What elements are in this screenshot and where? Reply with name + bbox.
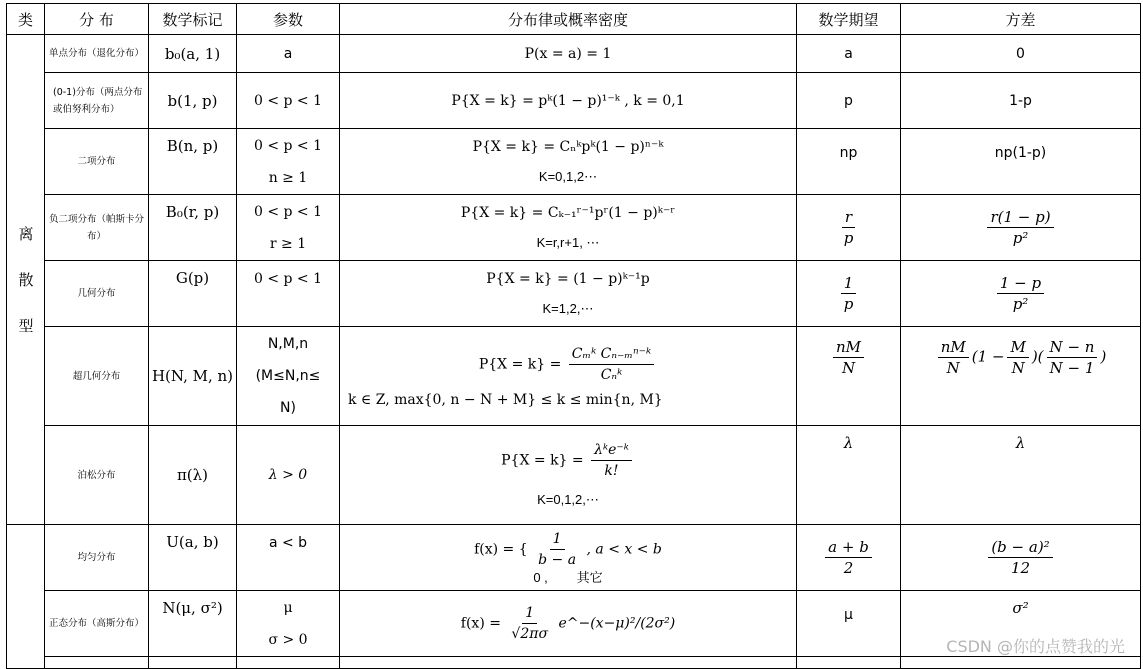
pmf-formula: P{X = k} = Cₖ₋₁ʳ⁻¹pʳ(1 − p)ᵏ⁻ʳ	[460, 204, 676, 221]
param-line: r ≥ 1	[269, 235, 307, 252]
expectation	[797, 195, 901, 261]
parameters: 0 < p < 1	[237, 261, 340, 327]
variance: σ²	[901, 591, 1141, 657]
param-line: n ≥ 1	[268, 169, 308, 186]
pmf	[340, 195, 797, 261]
table-row	[7, 195, 1141, 261]
distribution-name: 负二项分布（帕斯卡分布）	[45, 195, 149, 261]
parameters: 0 < p < 1	[237, 73, 340, 129]
distribution-name: 二项分布	[45, 129, 149, 195]
notation: H(N, M, n)	[149, 327, 237, 426]
table-row	[7, 525, 1141, 591]
notation: U(a, b)	[149, 525, 237, 591]
pmf	[340, 261, 797, 327]
parameters: a < b	[237, 525, 340, 591]
param-line: 0 < p < 1	[253, 203, 323, 220]
header-parameters: 参数	[237, 4, 340, 35]
expectation: μ	[797, 591, 901, 657]
pdf-otherwise: 0 , 其它	[533, 570, 603, 585]
distribution-name: (0-1)分布（两点分布或伯努利分布）	[45, 73, 149, 129]
pmf-formula: P{X = k} = $\frac{\text{λᵏe⁻ᵏ}}{k!}$	[340, 432, 796, 481]
param-line: 0 < p < 1	[253, 137, 323, 154]
pmf-formula: P{X = k} = $\frac{\text{Cₘᵏ Cₙ₋ₘⁿ⁻ᵏ}}{\text{Cₙᵏ}}$	[340, 338, 796, 385]
fraction: $\frac{1}{b - a}$	[538, 531, 577, 568]
distribution-name: 几何分布	[45, 261, 149, 327]
fraction: $\frac{N - n}{N - 1}$	[1047, 337, 1098, 378]
header-distribution: 分 布	[45, 4, 149, 35]
distribution-table	[6, 3, 1141, 669]
expectation	[797, 525, 901, 591]
param-line: (M≤N,n≤	[255, 368, 321, 384]
fraction: $\frac{\text{λᵏe⁻ᵏ}}{k!}$	[591, 440, 632, 481]
pdf-formula: f(x) = { $\frac{1}{b - a}$ , a < x < b	[474, 531, 662, 568]
header-category: 类	[7, 4, 45, 35]
parameters	[237, 195, 340, 261]
distribution-name: 正态分布（高斯分布）	[45, 591, 149, 657]
variance: λ	[901, 426, 1141, 525]
notation: N(μ, σ²)	[149, 591, 237, 657]
table-row	[7, 35, 1141, 73]
table-row	[7, 129, 1141, 195]
expectation: np	[797, 129, 901, 195]
table-row	[7, 426, 1141, 525]
notation: G(p)	[149, 261, 237, 327]
fraction: $\frac{\text{Cₘᵏ Cₙ₋ₘⁿ⁻ᵏ}}{\text{Cₙᵏ}}$	[569, 344, 654, 385]
notation: B₀(r, p)	[149, 195, 237, 261]
pmf	[340, 327, 797, 426]
header-notation: 数学标记	[149, 4, 237, 35]
pmf-formula: P{X = k} = (1 − p)ᵏ⁻¹p	[486, 270, 650, 287]
fraction: $\frac{nM}{N}$	[833, 337, 864, 378]
distribution-name: 泊松分布	[45, 426, 149, 525]
param-line: N)	[280, 400, 296, 416]
variance: 1-p	[901, 73, 1141, 129]
pmf-support: K=r,r+1, ⋯	[536, 234, 600, 250]
fraction: $\frac{nM}{N}$	[938, 337, 969, 378]
parameters	[237, 327, 340, 426]
pmf-support: k ∈ Z, max{0, n − N + M} ≤ k ≤ min{n, M}	[348, 391, 663, 408]
notation: π(λ)	[149, 426, 237, 525]
pmf-support: K=0,1,2⋯	[538, 168, 598, 184]
expectation: a	[797, 35, 901, 73]
expectation	[797, 327, 901, 426]
header-variance: 方差	[901, 4, 1141, 35]
distribution-name: 超几何分布	[45, 327, 149, 426]
parameters	[237, 591, 340, 657]
pmf-support: K=1,2,⋯	[542, 300, 594, 316]
pmf	[340, 129, 797, 195]
param-line: μ	[283, 599, 293, 616]
header-row	[7, 4, 1141, 35]
variance: 0	[901, 35, 1141, 73]
variance	[901, 195, 1141, 261]
fraction: $\frac{\text{(b − a)²}}{12}$	[988, 537, 1052, 578]
fraction: $\frac{r(1 - p)}{\text{p²}}$	[987, 207, 1053, 248]
category-continuous	[7, 525, 45, 669]
pdf	[340, 525, 797, 591]
distribution-name: 单点分布（退化分布）	[45, 35, 149, 73]
notation: b₀(a, 1)	[149, 35, 237, 73]
variance	[901, 525, 1141, 591]
parameters: λ > 0	[237, 426, 340, 525]
expectation: λ	[797, 426, 901, 525]
fraction: $\frac{r}{p}$	[843, 208, 854, 247]
expectation	[797, 261, 901, 327]
pmf: P(x = a) = 1	[340, 35, 797, 73]
param-line: N,M,n	[267, 336, 309, 352]
param-line: σ > 0	[268, 631, 308, 648]
notation: b(1, p)	[149, 73, 237, 129]
distribution-name: 均匀分布	[45, 525, 149, 591]
table-row	[7, 327, 1141, 426]
expectation: p	[797, 73, 901, 129]
pmf-support: K=0,1,2,⋯	[537, 491, 599, 507]
table-row	[7, 261, 1141, 327]
category-discrete: 离 散 型	[7, 35, 45, 525]
notation: B(n, p)	[149, 129, 237, 195]
parameters: a	[237, 35, 340, 73]
table-row	[7, 73, 1141, 129]
fraction: $\frac{1}{√2\pi\sigma}$	[511, 605, 549, 642]
fraction: $\frac{1 - p}{\text{p²}}$	[997, 273, 1044, 314]
variance: $\frac{nM}{N}$ (1 − $\frac{M}{N}$ )( $\frac{N - n}{N - 1}$ )	[901, 327, 1141, 426]
header-expectation: 数学期望	[797, 4, 901, 35]
variance	[901, 261, 1141, 327]
pmf: P{X = k} = pᵏ(1 − p)¹⁻ᵏ , k = 0,1	[340, 73, 797, 129]
variance: np(1-p)	[901, 129, 1141, 195]
fraction: $\frac{a + b}{2}$	[825, 537, 872, 578]
watermark: CSDN @你的点赞我的光	[946, 637, 1125, 656]
pmf-formula: P{X = k} = Cₙᵏpᵏ(1 − p)ⁿ⁻ᵏ	[472, 138, 664, 155]
pmf	[340, 426, 797, 525]
pdf: f(x) = $\frac{1}{√2\pi\sigma}$ e^−(x−μ)²/(2σ²)	[340, 591, 797, 657]
fraction: $\frac{M}{N}$	[1007, 337, 1028, 378]
fraction: $\frac{1}{p}$	[841, 273, 857, 314]
parameters	[237, 129, 340, 195]
header-pmf-pdf: 分布律或概率密度	[340, 4, 797, 35]
